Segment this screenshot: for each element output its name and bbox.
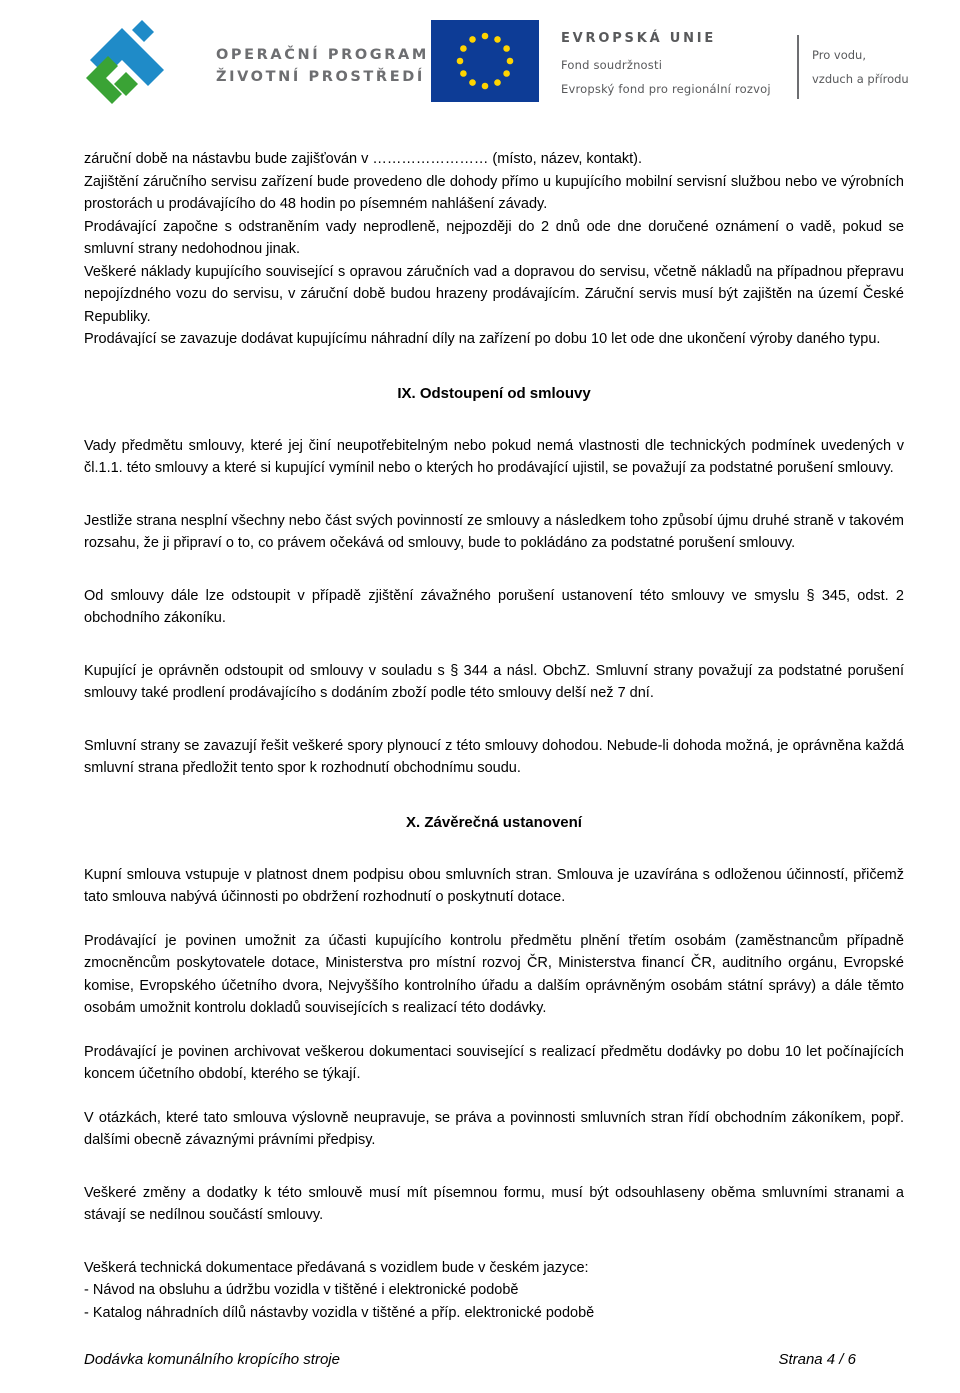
paragraph: Od smlouvy dále lze odstoupit v případě zjištění závažného porušení ustanovení této smlouvy ve smyslu § 345, odst. 2 obchodního zákoníku. <box>84 587 904 626</box>
header-divider <box>797 35 799 99</box>
eu-flag-icon <box>431 20 539 102</box>
eu-fund-2: Evropský fond pro regionální rozvoj <box>561 82 771 96</box>
slogan-line-2: vzduch a přírodu <box>812 72 909 86</box>
document-body <box>84 148 904 1324</box>
eu-title: EVROPSKÁ UNIE <box>561 31 717 46</box>
paragraph: Kupující je oprávněn odstoupit od smlouvy v souladu s § 344 a násl. ObchZ. Smluvní strany považují za podstatné porušení smlouvy také prodlení prodávajícího s dodáním zboží podle této smlouvy delší než 7 dní. <box>84 662 904 701</box>
footer-title: Dodávka komunálního kropícího stroje <box>84 1351 340 1368</box>
eu-fund-1: Fond soudržnosti <box>561 58 663 72</box>
list-item: - Návod na obsluhu a údržbu vozidla v tištěné i elektronické podobě <box>84 1282 519 1298</box>
operacni-program-logo <box>78 20 178 110</box>
paragraph: Zajištění záručního servisu zařízení bude provedeno dle dohody přímo u kupujícího mobilní servisní službou nebo ve výrobních prostorách u prodávajícího do 48 hodin po písemném nahlášení závady. <box>84 173 904 212</box>
paragraph: Prodávající je povinen umožnit za účasti kupujícího kontrolu předmětu plnění třetím osobám (zaměstnancům případně zmocněncům poskytovatele dotace, Ministerstva pro místní rozvoj ČR, Ministerstva financí ČR, auditního orgánu, Evropské komise, Evropského účetního dvora, Nejvyššího kontrolního úřadu a dalším oprávněným osobám státní správy) a dále těmto osobám umožnit kontrolu dokladů souvisejících s realizací této dodávky. <box>84 932 904 1016</box>
paragraph: Veškeré náklady kupujícího související s opravou záručních vad a dopravou do servisu, včetně nákladů na případnou přepravu nepojízdného vozu do servisu, v záruční době budou hrazeny prodávajícím. Záruční servis musí být zajištěn na území České Republiky. <box>84 263 904 325</box>
paragraph: Prodávající se zavazuje dodávat kupujícímu náhradní díly na zařízení po dobu 10 let ode dne ukončení výroby daného typu. <box>84 331 881 347</box>
paragraph: Vady předmětu smlouvy, které jej činí neupotřebitelným nebo pokud nemá vlastnosti dle technických podmínek uvedených v čl.1.1. této smlouvy a které si kupující vymínil nebo o kterých ho prodávající ujistil, se považují za podstatné porušení smlouvy. <box>84 437 904 476</box>
paragraph: Kupní smlouva vstupuje v platnost dnem podpisu obou smluvních stran. Smlouva je uzavírána s odloženou účinností, přičemž tato smlouva nabývá účinnosti po obdržení rozhodnutí o poskytnutí dotace. <box>84 866 904 905</box>
section-heading-x: X. Závěrečná ustanovení <box>406 813 582 831</box>
op-line-1: OPERAČNÍ PROGRAM <box>216 47 429 63</box>
section-heading-ix: IX. Odstoupení od smlouvy <box>397 384 591 402</box>
list-item: - Katalog náhradních dílů nástavby vozidla v tištěné a příp. elektronické podobě <box>84 1304 595 1321</box>
slogan-line-1: Pro vodu, <box>812 48 866 62</box>
paragraph: Smluvní strany se zavazují řešit veškeré spory plynoucí z této smlouvy dohodou. Nebude-li dohoda možná, je oprávněna každá smluvní strana předložit tento spor k rozhodnutí obchodnímu soudu. <box>84 737 904 776</box>
page-header <box>0 0 960 120</box>
op-line-2: ŽIVOTNÍ PROSTŘEDÍ <box>216 69 425 85</box>
operacni-program-text <box>216 44 429 88</box>
paragraph: Veškerá technická dokumentace předávaná s vozidlem bude v českém jazyce: <box>84 1259 589 1276</box>
paragraph: Jestliže strana nesplní všechny nebo část svých povinností ze smlouvy a následkem toho způsobí újmu druhé straně v takovém rozsahu, že ji připraví o to, co právem očekává od smlouvy, bude to pokládáno za podstatné porušení smlouvy. <box>84 512 904 551</box>
paragraph: Prodávající je povinen archivovat veškerou dokumentaci související s realizací předmětu dodávky po dobu 10 let počínajících koncem účetního období, kterého se týkají. <box>84 1043 904 1082</box>
paragraph: Prodávající započne s odstraněním vady neprodleně, nejpozději do 2 dnů ode dne doručené oznámení o vadě, pokud se smluvní strany nedohodnou jinak. <box>84 218 904 257</box>
paragraph: V otázkách, které tato smlouva výslovně neupravuje, se práva a povinnosti smluvních stran řídí obchodním zákoníkem, popř. dalšími obecně závaznými právními předpisy. <box>84 1109 904 1148</box>
paragraph: Veškeré změny a dodatky k této smlouvě musí mít písemnou formu, musí být odsouhlaseny oběma smluvními stranami a stávají se nedílnou součástí smlouvy. <box>84 1184 904 1223</box>
page-footer <box>84 1348 856 1372</box>
paragraph: záruční době na nástavbu bude zajišťován v …………………… (místo, název, kontakt). <box>84 151 643 167</box>
page-number: Strana 4 / 6 <box>778 1351 856 1368</box>
